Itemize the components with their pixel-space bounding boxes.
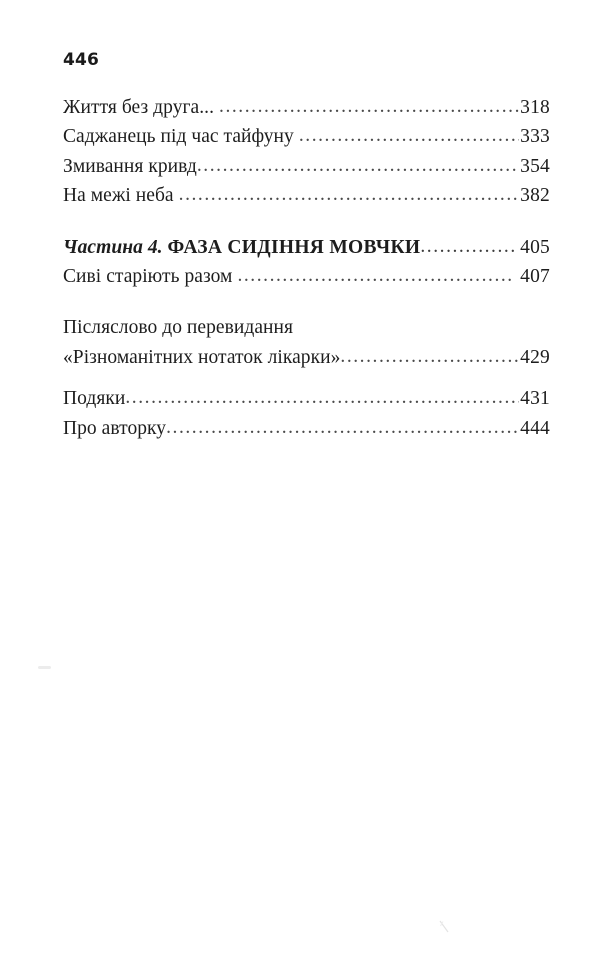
dot-leader [299, 121, 519, 150]
toc-entry-title: На межі неба [63, 185, 174, 207]
dot-leader [125, 383, 519, 412]
toc-part-number: Частина 4. [63, 236, 163, 258]
toc-entry-title: Змивання кривд [63, 155, 197, 177]
toc-entry[interactable] [63, 384, 550, 413]
toc-entry-page: 405 [520, 236, 550, 258]
toc-entry-page: 333 [520, 126, 550, 148]
toc-entry-title-line-2: «Різноманітних нотаток лікарки» [63, 346, 341, 368]
toc-entry-page: 429 [520, 346, 550, 368]
toc-entry[interactable] [63, 414, 550, 443]
toc-entry-page: 431 [520, 388, 550, 410]
dot-leader [420, 232, 514, 261]
toc-entry[interactable] [63, 93, 550, 122]
toc-part-name: ФАЗА СИДІННЯ МОВЧКИ [167, 236, 421, 258]
toc-group-part-four [63, 233, 550, 292]
toc-entry[interactable] [63, 181, 550, 210]
scan-artifact-pencil-mark [437, 918, 451, 934]
toc-entry-page: 382 [520, 185, 550, 207]
toc-entry-title: Життя без друга... [63, 97, 215, 118]
toc-entry-page: 318 [520, 97, 550, 118]
toc-entry[interactable] [63, 313, 550, 372]
toc-entry-title: Про авторку [63, 417, 167, 439]
toc-part-title [63, 233, 420, 262]
dot-leader [340, 342, 519, 371]
dot-leader [179, 180, 520, 209]
toc-entry[interactable] [63, 152, 550, 181]
toc-entry[interactable] [63, 262, 550, 291]
toc-entry[interactable] [63, 122, 550, 151]
toc-entry-page: 407 [520, 266, 550, 288]
dot-leader [166, 413, 519, 442]
page-folio-number: 446 [63, 50, 100, 70]
toc-entry-title: Сиві старіють разом [63, 266, 233, 288]
dot-leader [197, 151, 519, 180]
toc-entry-title-line-1: Післяслово до перевидання [63, 317, 294, 339]
toc-entry-page: 444 [520, 417, 550, 439]
table-of-contents [63, 93, 550, 443]
toc-entry-title: Саджанець під час тайфуну [63, 126, 294, 148]
dot-leader [237, 261, 514, 290]
toc-entry-second-line [63, 343, 550, 372]
toc-group-chapters [63, 93, 550, 211]
toc-entry-page: 354 [520, 155, 550, 177]
dot-leader [219, 92, 519, 121]
toc-group-back-matter [63, 313, 550, 443]
scan-artifact-left-edge [38, 666, 51, 669]
pencil-mark-icon [437, 918, 451, 934]
toc-entry-title: Подяки [63, 388, 126, 410]
toc-part-heading[interactable] [63, 233, 550, 262]
